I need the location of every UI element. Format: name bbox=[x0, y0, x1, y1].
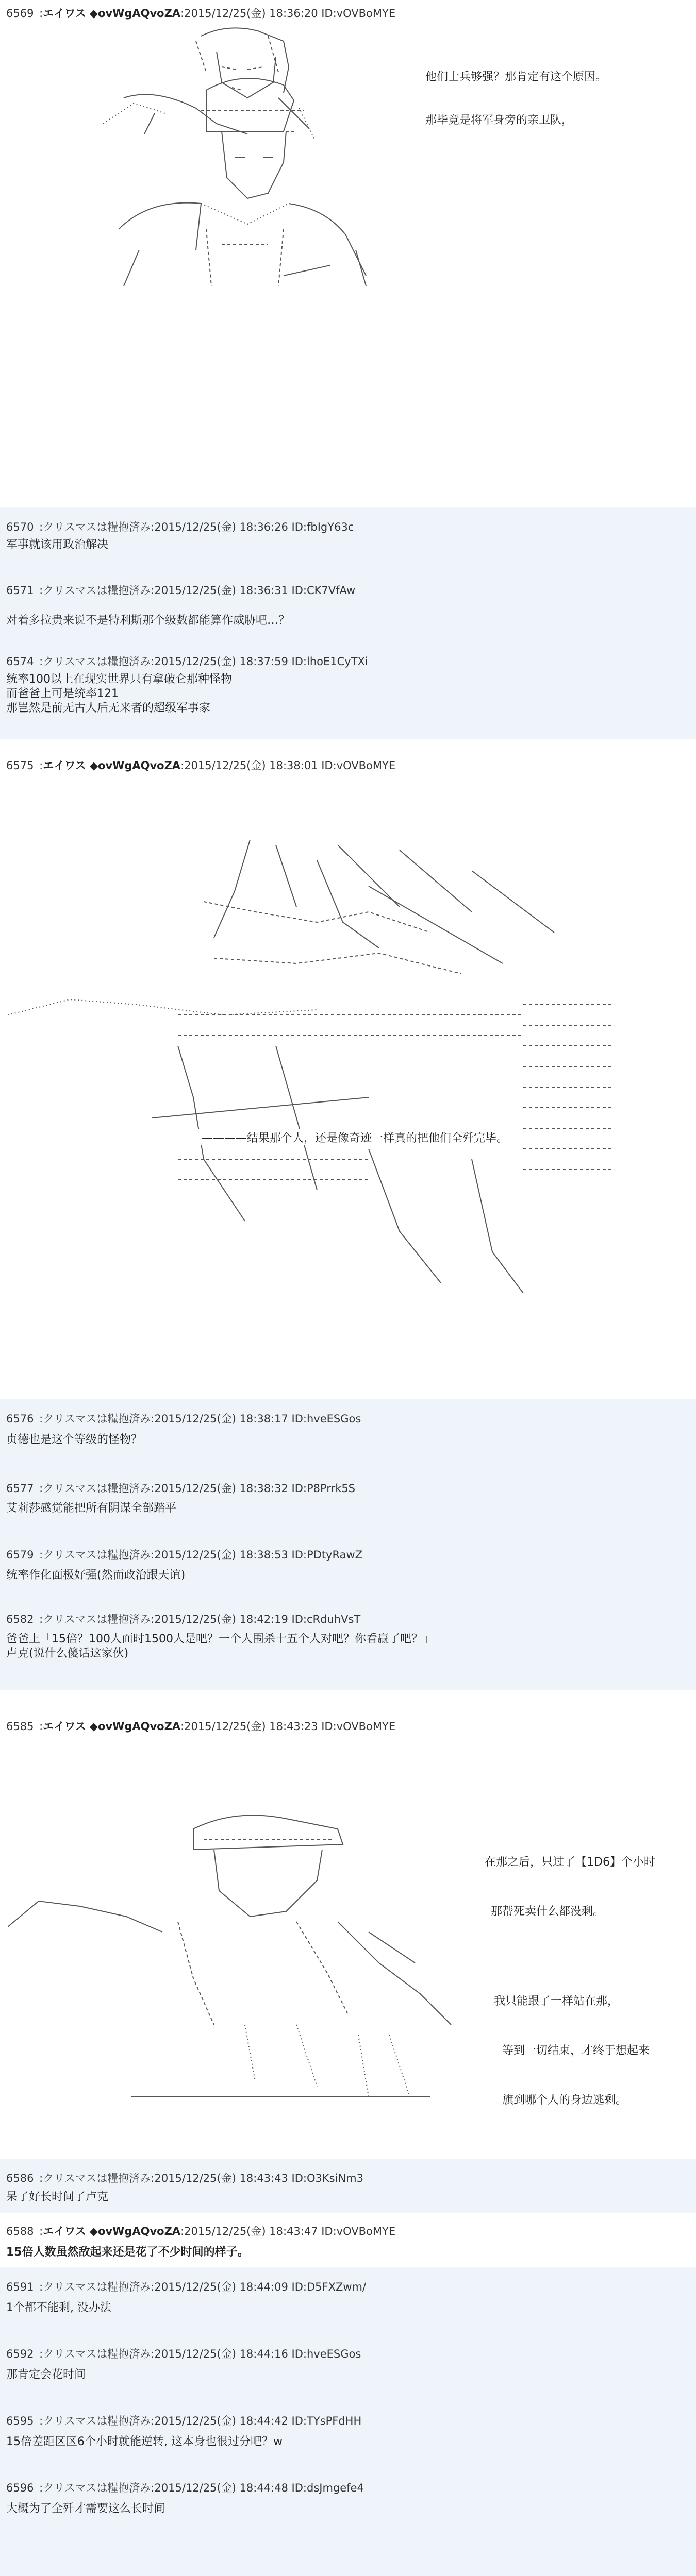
post-6571 bbox=[0, 554, 696, 598]
art-legs bbox=[369, 1149, 523, 1293]
post-date-id: :2015/12/25(金) 18:38:32 ID:P8Prrk5S bbox=[151, 1482, 356, 1495]
post-6588 bbox=[0, 2213, 696, 2267]
art-collar bbox=[201, 204, 289, 224]
art-hatch bbox=[178, 1015, 523, 1180]
post-number[interactable]: 6575 bbox=[6, 759, 34, 772]
post-header: 6588 :エイワス ◆ovWgAQvoZA:2015/12/25(金) 18:43:47 ID:vOVBoMYE bbox=[6, 2225, 396, 2238]
art-shoulder-right bbox=[289, 204, 366, 276]
art-head bbox=[214, 1850, 322, 1917]
post-header: 6571 :クリスマスは糧抱済み:2015/12/25(金) 18:36:31 ID:CK7VfAw bbox=[6, 584, 356, 597]
narration-banner: ————结果那个人，还是像奇迹一样真的把他们全歼完毕。 bbox=[198, 1129, 511, 1145]
art-area-6569 bbox=[0, 147, 696, 507]
side-line: 等到一切结束，才终于想起来 bbox=[502, 2044, 650, 2057]
post-date-id: :2015/12/25(金) 18:43:43 ID:O3KsiNm3 bbox=[151, 2172, 363, 2184]
post-header: 6569 :エイワス ◆ovWgAQvoZA:2015/12/25(金) 18:36:20 ID:vOVBoMYE bbox=[6, 7, 396, 20]
ascii-art-aftermath bbox=[8, 1808, 472, 2107]
post-header: 6575 :エイワス ◆ovWgAQvoZA:2015/12/25(金) 18:38:01 ID:vOVBoMYE bbox=[6, 759, 396, 772]
art-cape bbox=[338, 1922, 451, 2025]
post-header: 6586 :クリスマスは糧抱済み:2015/12/25(金) 18:43:43 ID:O3KsiNm3 bbox=[6, 2172, 363, 2184]
side-line: 旗到哪个人的身边逃剩。 bbox=[502, 2094, 627, 2107]
poster-name: クリスマスは糧抱済み bbox=[43, 521, 151, 533]
art-legs bbox=[245, 2025, 410, 2097]
art-weapon bbox=[152, 1097, 369, 1118]
art-arm-left bbox=[8, 1901, 162, 1932]
side-line: 在那之后，只过了【1D6】个小时 bbox=[485, 1856, 655, 1869]
poster-name: クリスマスは糧抱済み bbox=[43, 1613, 151, 1625]
post-number[interactable]: 6571 bbox=[6, 584, 34, 597]
post-number[interactable]: 6586 bbox=[6, 2172, 34, 2184]
poster-name: クリスマスは糧抱済み bbox=[43, 2415, 151, 2427]
post-date-id: :2015/12/25(金) 18:43:47 ID:vOVBoMYE bbox=[180, 2225, 396, 2238]
ascii-art-soldier-full bbox=[88, 8, 449, 337]
post-date-id: :2015/12/25(金) 18:42:19 ID:cRduhVsT bbox=[151, 1613, 361, 1625]
post-header-6591: 6591 :クリスマスは糧抱済み:2015/12/25(金) 18:44:09 ID:D5FXZwm/ bbox=[6, 2281, 367, 2293]
post-body-6595: 15倍差距区区6个小时就能逆转, 这本身也很过分吧？w bbox=[6, 2435, 283, 2448]
art-chest bbox=[206, 229, 284, 286]
post-number[interactable]: 6592 bbox=[6, 2348, 34, 2360]
post-date-id: :2015/12/25(金) 18:38:53 ID:PDtyRawZ bbox=[151, 1549, 363, 1561]
post-date-id: :2015/12/25(金) 18:37:59 ID:lhoE1CyTXi bbox=[151, 655, 368, 668]
post-body-6574: 统率100以上在现实世界只有拿破仑那种怪物 而爸爸上可是统率121 那岂然是前无古人后无来者的超级军事家 bbox=[6, 673, 232, 715]
post-date-id: :2015/12/25(金) 18:36:31 ID:CK7VfAw bbox=[151, 584, 356, 597]
post-date-id: :2015/12/25(金) 18:44:16 ID:hveESGos bbox=[151, 2348, 361, 2360]
post-header-6592: 6592 :クリスマスは糧抱済み:2015/12/25(金) 18:44:16 ID:hveESGos bbox=[6, 2348, 361, 2360]
post-number[interactable]: 6577 bbox=[6, 1482, 34, 1495]
post-number[interactable]: 6570 bbox=[6, 521, 34, 533]
art-ground-left bbox=[8, 999, 317, 1015]
art-arms bbox=[124, 250, 366, 286]
art-crowd bbox=[204, 902, 461, 974]
post-6575 bbox=[0, 742, 696, 1399]
post-header: 6570 :クリスマスは糧抱済み:2015/12/25(金) 18:36:26 ID:fbIgY63c bbox=[6, 521, 354, 533]
poster-name: エイワス ◆ovWgAQvoZA bbox=[43, 2225, 181, 2238]
post-6586 bbox=[0, 2159, 696, 2213]
post-header-6579: 6579 :クリスマスは糧抱済み:2015/12/25(金) 18:38:53 ID:PDtyRawZ bbox=[6, 1549, 363, 1561]
post-number[interactable]: 6585 bbox=[6, 1720, 34, 1733]
post-body: 呆了好长时间了卢克 bbox=[6, 2191, 109, 2204]
post-number[interactable]: 6574 bbox=[6, 655, 34, 668]
art-hat bbox=[206, 78, 294, 131]
post-date-id: :2015/12/25(金) 18:38:01 ID:vOVBoMYE bbox=[180, 759, 396, 772]
poster-name: クリスマスは糧抱済み bbox=[43, 1482, 151, 1495]
post-body-6571: 对着多拉贵来说不是特利斯那个级数都能算作威胁吧…？ bbox=[6, 614, 290, 627]
art-figures bbox=[214, 840, 379, 948]
post-body-6576: 贞德也是这个等级的怪物？ bbox=[6, 1433, 143, 1446]
post-6585 bbox=[0, 1695, 696, 2159]
post-header-6574: 6574 :クリスマスは糧抱済み:2015/12/25(金) 18:37:59 ID:lhoE1CyTXi bbox=[6, 655, 368, 668]
post-6570 bbox=[0, 507, 696, 554]
post-number[interactable]: 6591 bbox=[6, 2281, 34, 2293]
post-body-6596: 大概为了全歼才需要这么长时间 bbox=[6, 2502, 165, 2515]
art-shoulder-left bbox=[119, 203, 201, 250]
poster-name: クリスマスは糧抱済み bbox=[43, 2348, 151, 2360]
post-number[interactable]: 6596 bbox=[6, 2482, 34, 2494]
art-body bbox=[178, 1922, 348, 2025]
poster-name: クリスマスは糧抱済み bbox=[43, 655, 151, 668]
post-date-id: :2015/12/25(金) 18:36:26 ID:fbIgY63c bbox=[151, 521, 354, 533]
side-line: 我只能跟了一样站在那， bbox=[494, 1995, 619, 2008]
post-number[interactable]: 6588 bbox=[6, 2225, 34, 2238]
poster-name: エイワス ◆ovWgAQvoZA bbox=[43, 759, 181, 772]
ascii-art-battle bbox=[8, 829, 616, 1345]
post-date-id: :2015/12/25(金) 18:36:20 ID:vOVBoMYE bbox=[180, 7, 396, 20]
art-right-mass bbox=[523, 1005, 611, 1170]
post-body-6577: 艾莉莎感觉能把所有阴谋全部踏平 bbox=[6, 1502, 177, 1515]
poster-name: エイワス ◆ovWgAQvoZA bbox=[43, 1720, 181, 1733]
post-body: 军事就该用政治解决 bbox=[6, 538, 109, 551]
post-number[interactable]: 6569 bbox=[6, 7, 34, 20]
post-number[interactable]: 6595 bbox=[6, 2415, 34, 2427]
poster-name: エイワス ◆ovWgAQvoZA bbox=[43, 7, 181, 20]
post-number[interactable]: 6579 bbox=[6, 1549, 34, 1561]
post-body-6579: 统率作化面极好强(然而政治跟天谊) bbox=[6, 1569, 186, 1582]
art-hat bbox=[193, 1815, 343, 1850]
post-body-6582: 爸爸上「15倍？100人面时1500人是吧？一个人围杀十五个人对吧？你看赢了吧？」 卢克(说什么傻话这家伙) bbox=[6, 1633, 434, 1660]
poster-name: クリスマスは糧抱済み bbox=[43, 2172, 151, 2184]
post-date-id: :2015/12/25(金) 18:43:23 ID:vOVBoMYE bbox=[180, 1720, 396, 1733]
side-line: 那毕竟是将军身旁的亲卫队， bbox=[425, 114, 573, 127]
post-number[interactable]: 6582 bbox=[6, 1613, 34, 1625]
post-header-6582: 6582 :クリスマスは糧抱済み:2015/12/25(金) 18:42:19 ID:cRduhVsT bbox=[6, 1613, 361, 1625]
post-date-id: :2015/12/25(金) 18:44:48 ID:dsJmgefe4 bbox=[151, 2482, 364, 2494]
post-date-id: :2015/12/25(金) 18:44:42 ID:TYsPFdHH bbox=[151, 2415, 362, 2427]
poster-name: クリスマスは糧抱済み bbox=[43, 584, 151, 597]
post-header-6596: 6596 :クリスマスは糧抱済み:2015/12/25(金) 18:44:48 ID:dsJmgefe4 bbox=[6, 2482, 364, 2494]
art-spears bbox=[338, 845, 554, 963]
art-hat-brim bbox=[201, 111, 304, 131]
poster-name: クリスマスは糧抱済み bbox=[43, 1549, 151, 1561]
post-header-6577: 6577 :クリスマスは糧抱済み:2015/12/25(金) 18:38:32 ID:P8Prrk5S bbox=[6, 1482, 356, 1495]
poster-name: クリスマスは糧抱済み bbox=[43, 1413, 151, 1425]
side-line bbox=[485, 1953, 675, 1960]
post-date-id: :2015/12/25(金) 18:44:09 ID:D5FXZwm/ bbox=[151, 2281, 367, 2293]
side-line: 他们士兵够强？那肯定有这个原因。 bbox=[425, 71, 607, 83]
post-body-6592: 那肯定会花时间 bbox=[6, 2368, 86, 2381]
post-header-6595: 6595 :クリスマスは糧抱済み:2015/12/25(金) 18:44:42 ID:TYsPFdHH bbox=[6, 2415, 362, 2427]
post-body-6591: 1个都不能剩, 没办法 bbox=[6, 2301, 111, 2314]
poster-name: クリスマスは糧抱済み bbox=[43, 2281, 151, 2293]
poster-name: クリスマスは糧抱済み bbox=[43, 2482, 151, 2494]
post-number[interactable]: 6576 bbox=[6, 1413, 34, 1425]
side-line bbox=[485, 2142, 675, 2149]
art-face bbox=[222, 131, 286, 198]
post-header: 6585 :エイワス ◆ovWgAQvoZA:2015/12/25(金) 18:43:23 ID:vOVBoMYE bbox=[6, 1720, 396, 1733]
post-body: 15倍人数虽然敌起来还是花了不少时间的样子。 bbox=[6, 2246, 249, 2259]
post-date-id: :2015/12/25(金) 18:38:17 ID:hveESGos bbox=[151, 1413, 361, 1425]
post-header-6576: 6576 :クリスマスは糧抱済み:2015/12/25(金) 18:38:17 ID:hveESGos bbox=[6, 1413, 361, 1425]
side-line: 那帮死卖什么都没剩。 bbox=[491, 1905, 605, 1918]
